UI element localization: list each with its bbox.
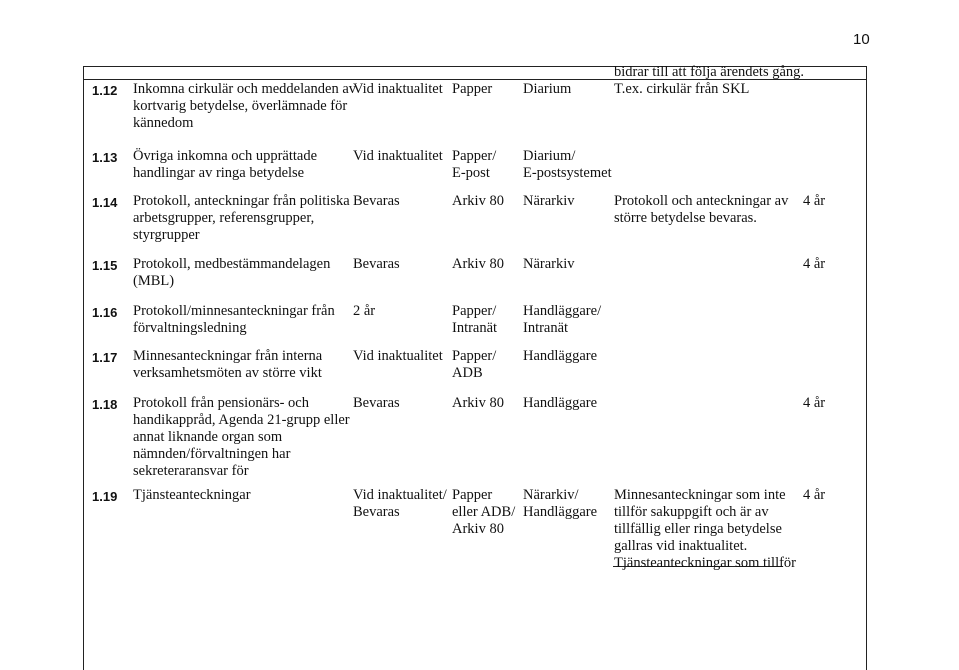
cell-medium <box>452 303 497 337</box>
cell-line: E-postsystemet <box>523 165 612 181</box>
cell-line: Intranät <box>523 320 569 336</box>
cell-line: Bevaras <box>353 256 400 272</box>
cell-note <box>614 193 788 227</box>
cell-line: Bevaras <box>353 193 400 209</box>
cell-line: Papper/ <box>452 348 497 364</box>
cell-line: Papper <box>452 81 493 97</box>
cell-line: Papper <box>452 487 493 503</box>
cell-medium <box>452 256 504 273</box>
cell-years <box>803 193 825 210</box>
cell-line: Diarium <box>523 81 572 97</box>
cell-medium <box>452 193 504 210</box>
cell-line: Arkiv 80 <box>452 521 504 537</box>
cell-retention <box>353 193 400 210</box>
cell-medium <box>452 395 504 412</box>
row-number: 1.18 <box>92 397 118 412</box>
cell-line: tillför sakuppgift och är av <box>614 504 769 520</box>
cell-title <box>133 487 251 504</box>
cell-line: Handläggare <box>523 348 598 364</box>
cell-line: annat liknande organ som <box>133 429 283 445</box>
cell-line: 4 år <box>803 487 826 503</box>
cell-title <box>133 256 330 290</box>
cell-title <box>133 193 350 244</box>
cell-line: Arkiv 80 <box>452 193 504 209</box>
cell-line: Vid inaktualitet <box>353 148 443 164</box>
cell-line: Intranät <box>452 320 498 336</box>
row-number: 1.12 <box>92 83 118 98</box>
cell-line: Vid inaktualitet/ <box>353 487 447 503</box>
cell-line: större betydelse bevaras. <box>614 210 757 226</box>
cell-line: Protokoll och anteckningar av <box>614 193 789 209</box>
cell-line: Vid inaktualitet <box>353 348 443 364</box>
cell-line: Protokoll/minnesanteckningar från <box>133 303 335 319</box>
cell-storage <box>523 303 601 337</box>
cell-line: 2 år <box>353 303 376 319</box>
cell-line: förvaltningsledning <box>133 320 247 336</box>
cell-storage <box>523 487 597 521</box>
row-number: 1.15 <box>92 258 118 273</box>
cell-retention <box>353 487 447 521</box>
cell-line: Vid inaktualitet <box>353 81 443 97</box>
cell-line: handikappråd, Agenda 21-grupp eller <box>133 412 350 428</box>
cell-line: Närarkiv/ <box>523 487 579 503</box>
cell-title <box>133 303 335 337</box>
cell-retention <box>353 395 400 412</box>
cell-line: styrgrupper <box>133 227 200 243</box>
cell-retention <box>353 81 443 98</box>
cell-line: Minnesanteckningar från interna <box>133 348 323 364</box>
cell-storage <box>523 193 575 210</box>
cell-retention <box>353 303 375 320</box>
cell-line: gallras vid inaktualitet. <box>614 538 748 554</box>
cell-line: Handläggare/ <box>523 303 602 319</box>
cell-storage <box>523 81 571 98</box>
cell-line: (MBL) <box>133 273 175 289</box>
cell-retention <box>353 148 443 165</box>
cell-line: arbetsgrupper, referensgrupper, <box>133 210 315 226</box>
cell-medium <box>452 81 492 98</box>
cell-medium <box>452 348 496 382</box>
cell-line: 4 år <box>803 256 826 272</box>
cell-line: Tjänsteanteckningar som tillför <box>614 555 797 571</box>
table-left-border <box>83 66 84 670</box>
cell-line: Minnesanteckningar som inte <box>614 487 786 503</box>
cell-note <box>614 487 796 572</box>
cell-line: ADB <box>452 365 483 381</box>
cell-title <box>133 148 317 182</box>
cell-line: Tjänsteanteckningar <box>133 487 251 503</box>
cell-line: eller ADB/ <box>452 504 516 520</box>
row-number: 1.17 <box>92 350 118 365</box>
cell-line: 4 år <box>803 193 826 209</box>
cell-line: Arkiv 80 <box>452 256 504 272</box>
cell-line: verksamhetsmöten av större vikt <box>133 365 322 381</box>
cell-line: Närarkiv <box>523 256 575 272</box>
cell-storage <box>523 148 612 182</box>
cell-line: Arkiv 80 <box>452 395 504 411</box>
row-number: 1.16 <box>92 305 118 320</box>
cell-retention <box>353 256 400 273</box>
cell-storage <box>523 395 597 412</box>
cell-line: Handläggare <box>523 395 598 411</box>
cell-years <box>803 487 825 504</box>
cell-storage <box>523 256 575 273</box>
cell-line: Bevaras <box>353 395 400 411</box>
cell-line: Bevaras <box>353 504 400 520</box>
page-number: 10 <box>853 31 870 48</box>
row-number: 1.14 <box>92 195 118 210</box>
cell-line: Papper/ <box>452 303 497 319</box>
cell-line: Övriga inkomna och upprättade <box>133 148 318 164</box>
cell-line: tillfällig eller ringa betydelse <box>614 521 782 537</box>
cell-title <box>133 348 322 382</box>
cell-years <box>803 256 825 273</box>
row-number: 1.19 <box>92 489 118 504</box>
cell-line: nämnden/förvaltningen har <box>133 446 291 462</box>
cell-storage <box>523 348 597 365</box>
cell-line: kortvarig betydelse, överlämnade för <box>133 98 348 114</box>
cell-line: sekreteraransvar för <box>133 463 249 479</box>
cell-line: Protokoll, anteckningar från politiska <box>133 193 350 209</box>
cell-line: E-post <box>452 165 490 181</box>
table-right-border <box>866 66 867 670</box>
cell-line: Inkomna cirkulär och meddelanden av <box>133 81 357 97</box>
cell-line: Diarium/ <box>523 148 576 164</box>
row-number: 1.13 <box>92 150 118 165</box>
cell-line: 4 år <box>803 395 826 411</box>
cell-title <box>133 81 356 132</box>
cell-line: T.ex. cirkulär från SKL <box>614 81 750 97</box>
cell-line: Protokoll från pensionärs- och <box>133 395 309 411</box>
cell-line: Närarkiv <box>523 193 575 209</box>
header-note: bidrar till att följa ärendets gång. <box>614 64 805 80</box>
cell-medium <box>452 487 515 538</box>
cell-line: Handläggare <box>523 504 598 520</box>
cell-line: kännedom <box>133 115 194 131</box>
cell-note <box>614 81 749 98</box>
cell-line: handlingar av ringa betydelse <box>133 165 305 181</box>
cell-years <box>803 395 825 412</box>
cell-retention <box>353 348 443 365</box>
cell-title <box>133 395 350 480</box>
cell-line: Papper/ <box>452 148 497 164</box>
cell-medium <box>452 148 496 182</box>
cell-line: Protokoll, medbestämmandelagen <box>133 256 331 272</box>
